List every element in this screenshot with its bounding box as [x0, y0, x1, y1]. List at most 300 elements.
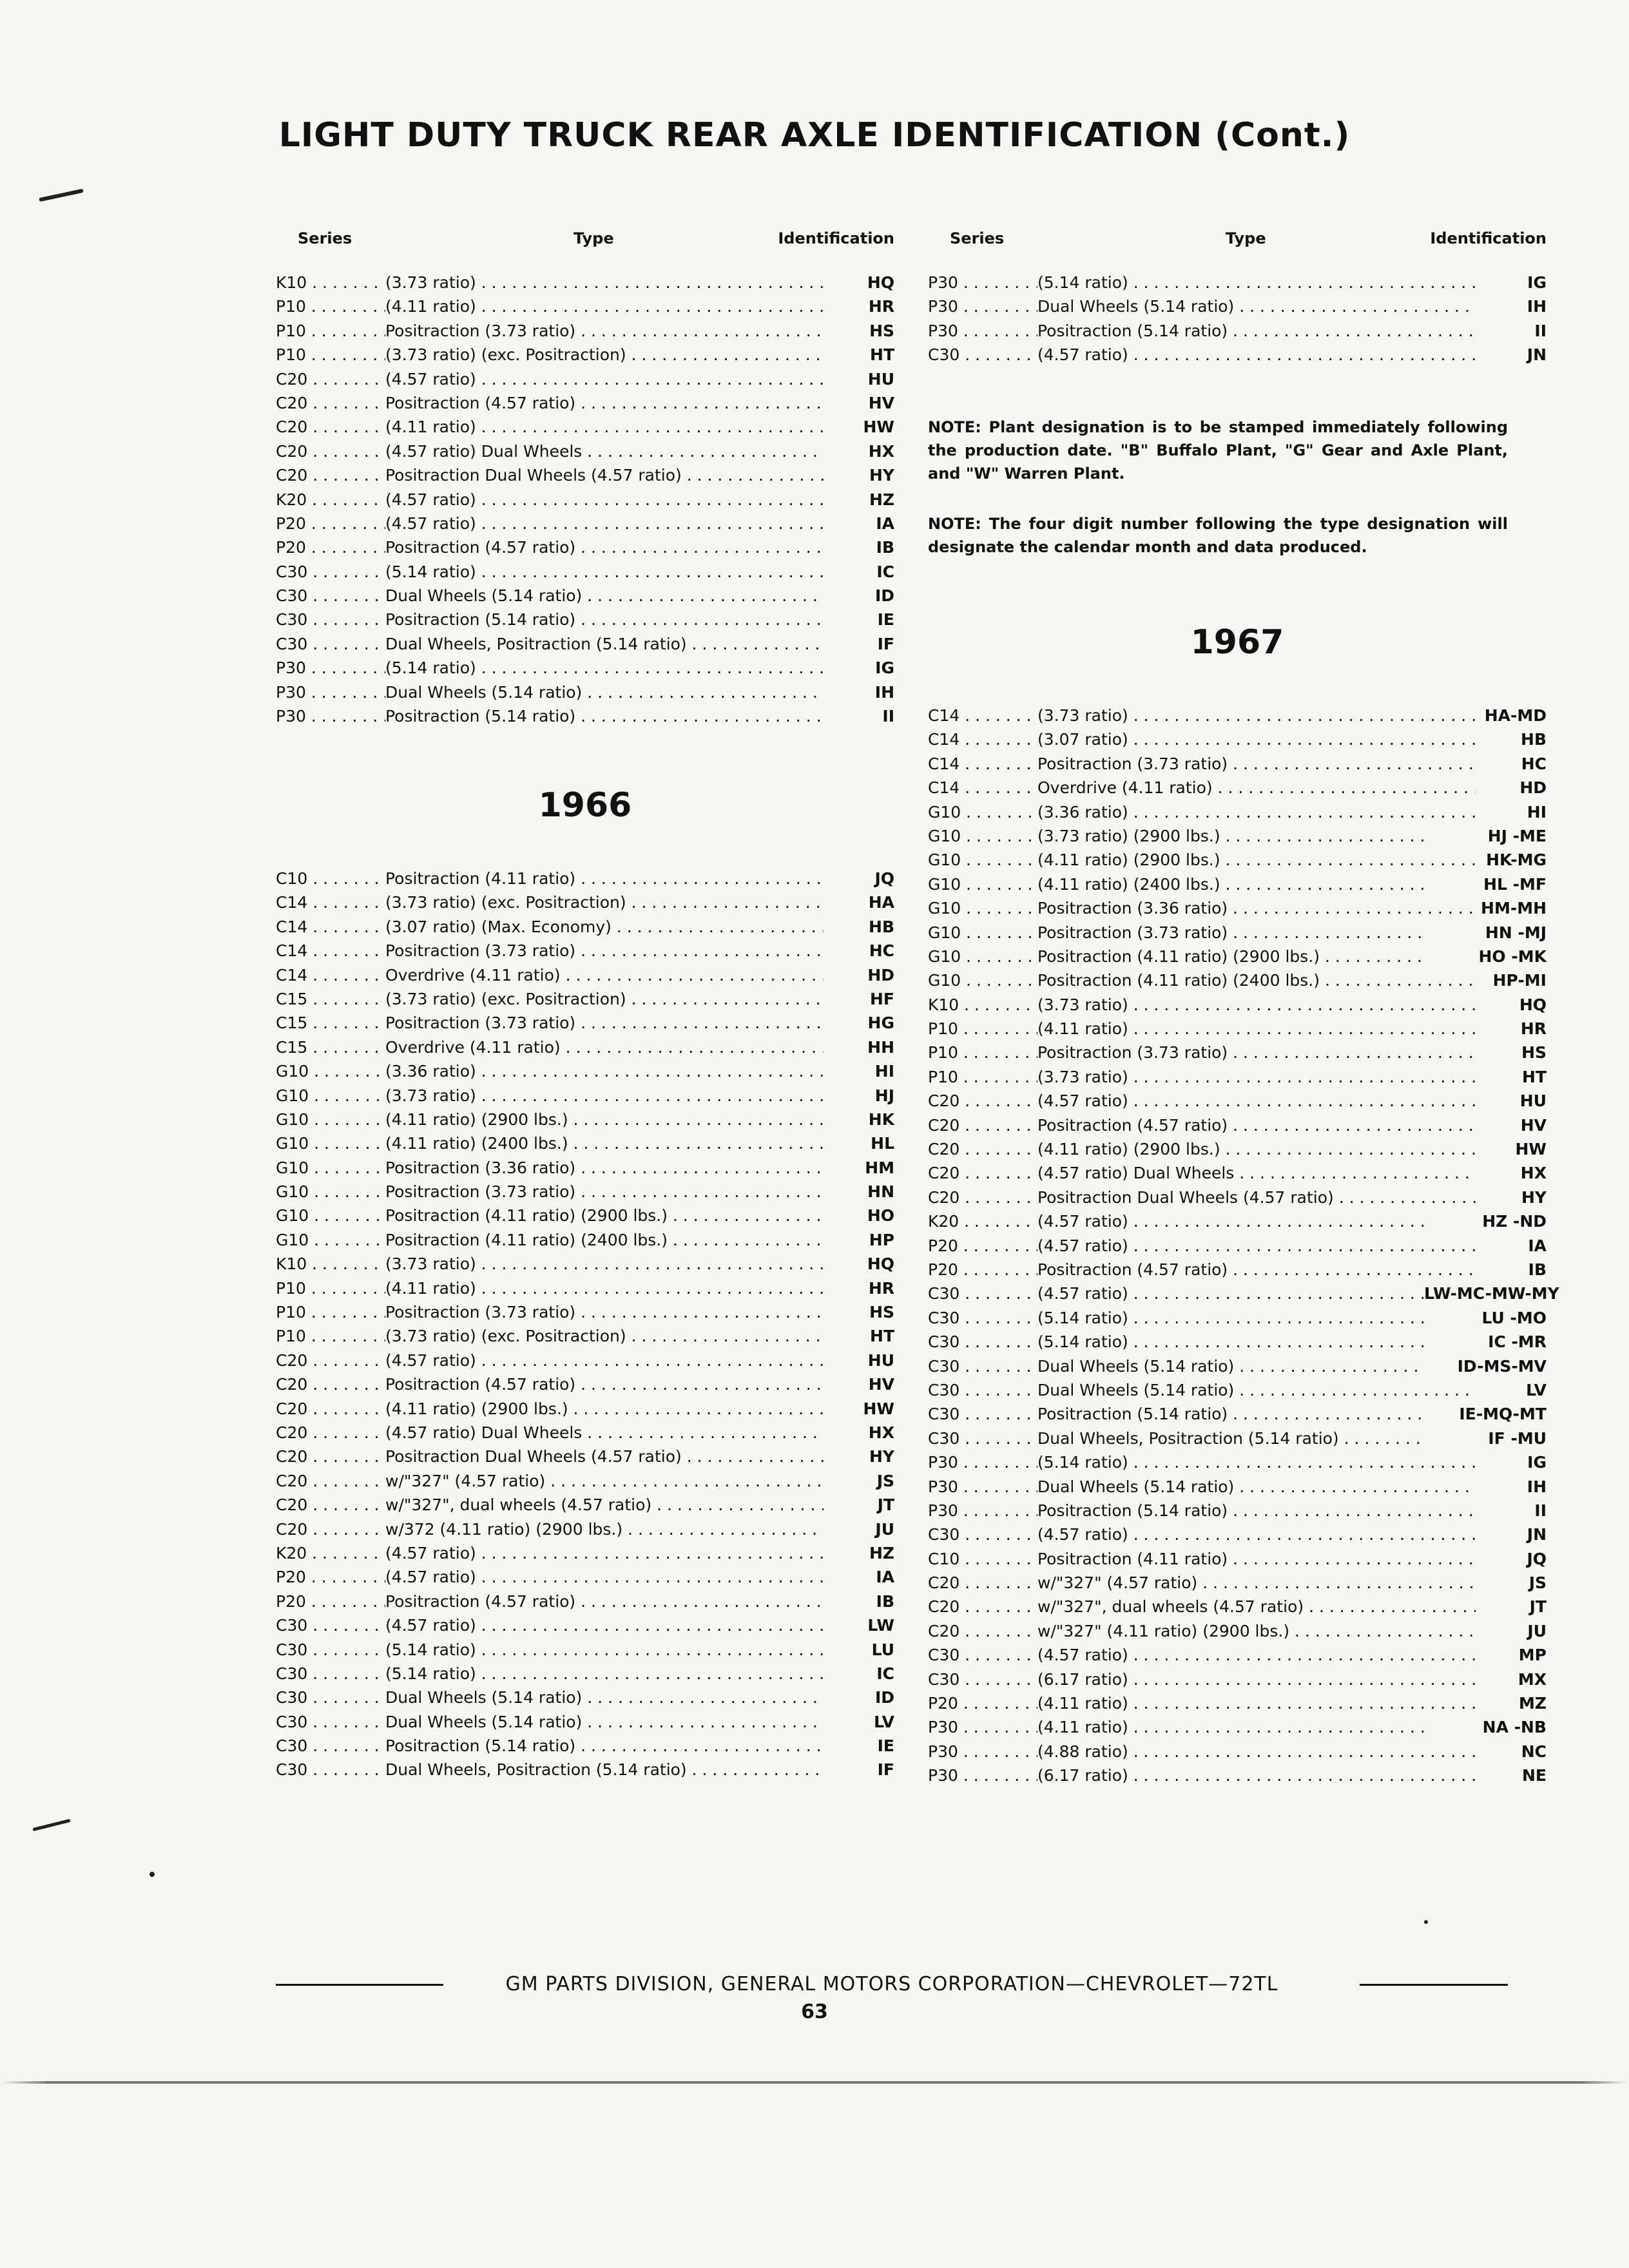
- type-cell: Positraction (3.73 ratio) . . .: [385, 1300, 824, 1324]
- type-cell: Positraction (4.57 ratio) . . .: [385, 391, 824, 415]
- type-cell: (3.73 ratio) (exc. Positraction) . . .: [385, 343, 824, 367]
- series-cell: C14 . . .: [928, 704, 1037, 727]
- table-row: [928, 1017, 1547, 1041]
- identification-cell: HU: [1476, 1089, 1547, 1113]
- table-row: [928, 343, 1547, 367]
- type-cell: (4.57 ratio) . . .: [1037, 1089, 1476, 1113]
- identification-cell: HQ: [824, 271, 894, 294]
- table-row: [276, 1204, 894, 1227]
- series-cell: C14 . . .: [276, 963, 385, 987]
- identification-cell: HT: [824, 1324, 894, 1348]
- type-cell: (5.14 ratio) . . .: [1037, 1450, 1476, 1474]
- table-row: [928, 1499, 1547, 1523]
- type-cell: Positraction (4.11 ratio) (2900 lbs.) . . .: [1037, 945, 1424, 968]
- table-row: [276, 1156, 894, 1180]
- identification-cell: HN -MJ: [1424, 921, 1547, 945]
- type-cell: (4.11 ratio) (2400 lbs.) . . .: [1037, 872, 1424, 896]
- identification-cell: JT: [1476, 1595, 1547, 1619]
- table-row: [928, 1378, 1547, 1402]
- header-identification: Identification: [1430, 229, 1547, 247]
- identification-cell: HZ -ND: [1424, 1209, 1547, 1233]
- series-cell: P10 . . .: [928, 1065, 1037, 1089]
- identification-cell: HV: [1476, 1113, 1547, 1137]
- identification-cell: LU: [824, 1638, 894, 1662]
- table-row: [276, 987, 894, 1011]
- identification-cell: IB: [824, 535, 894, 559]
- table-row: [928, 921, 1547, 945]
- table-row: [276, 1131, 894, 1155]
- type-cell: (4.57 ratio) . . .: [1037, 1523, 1476, 1546]
- identification-cell: HW: [824, 415, 894, 439]
- series-cell: G10 . . .: [276, 1131, 385, 1155]
- type-cell: Dual Wheels (5.14 ratio) . . .: [385, 584, 824, 608]
- type-cell: (4.57 ratio) . . .: [385, 512, 824, 535]
- series-cell: C30 . . .: [276, 1686, 385, 1709]
- identification-cell: HA-MD: [1476, 704, 1547, 727]
- series-cell: C30 . . .: [928, 1667, 1037, 1691]
- identification-cell: IC -MR: [1424, 1330, 1547, 1354]
- type-cell: (3.73 ratio) (exc. Positraction) . . .: [385, 1324, 824, 1348]
- series-cell: P30 . . .: [928, 1715, 1037, 1739]
- type-cell: Positraction (4.57 ratio) . . .: [1037, 1113, 1476, 1137]
- identification-cell: JU: [824, 1517, 894, 1541]
- identification-cell: HN: [824, 1180, 894, 1204]
- table-row: [276, 1662, 894, 1686]
- type-cell: Positraction (4.57 ratio) . . .: [385, 1372, 824, 1396]
- identification-cell: HV: [824, 391, 894, 415]
- type-cell: Positraction (3.73 ratio) . . .: [385, 1180, 824, 1204]
- type-cell: (3.73 ratio) . . .: [385, 1252, 824, 1276]
- series-cell: P10 . . .: [928, 1041, 1037, 1064]
- table-row: [928, 1715, 1547, 1739]
- type-cell: Overdrive (4.11 ratio) . . .: [385, 1035, 824, 1059]
- type-cell: (5.14 ratio) . . .: [1037, 271, 1476, 294]
- series-cell: P20 . . .: [276, 1590, 385, 1613]
- type-cell: (3.73 ratio) (2900 lbs.) . . .: [1037, 824, 1424, 848]
- table-row: [276, 512, 894, 535]
- table-row: [276, 488, 894, 512]
- table-1966: [276, 867, 894, 1782]
- table-row: [928, 1065, 1547, 1089]
- type-cell: (5.14 ratio) . . .: [385, 560, 824, 584]
- table-row: [928, 1234, 1547, 1258]
- identification-cell: LW: [824, 1613, 894, 1637]
- type-cell: (4.57 ratio) . . .: [1037, 343, 1476, 367]
- table-row: [276, 890, 894, 914]
- identification-cell: HY: [1476, 1186, 1547, 1209]
- identification-cell: HZ: [824, 488, 894, 512]
- table-row: [276, 271, 894, 294]
- type-cell: (5.14 ratio) . . .: [1037, 1306, 1424, 1330]
- identification-cell: HZ: [824, 1541, 894, 1565]
- type-cell: (3.73 ratio) . . .: [1037, 704, 1476, 727]
- identification-cell: HP: [824, 1228, 894, 1252]
- identification-cell: HC: [1476, 752, 1547, 776]
- type-cell: (4.57 ratio) Dual Wheels . . .: [385, 439, 824, 463]
- year-heading-1967: 1967: [1190, 623, 1284, 662]
- table-row: [276, 1084, 894, 1108]
- type-cell: Positraction (4.57 ratio) . . .: [385, 1590, 824, 1613]
- identification-cell: JQ: [1476, 1547, 1547, 1571]
- table-row: [928, 1523, 1547, 1546]
- identification-cell: HI: [824, 1059, 894, 1083]
- identification-cell: HP-MI: [1476, 968, 1547, 992]
- series-cell: C30 . . .: [276, 584, 385, 608]
- table-row: [928, 1595, 1547, 1619]
- series-cell: G10 . . .: [928, 800, 1037, 824]
- series-cell: C30 . . .: [276, 1638, 385, 1662]
- identification-cell: IF: [824, 632, 894, 656]
- type-cell: Positraction (4.57 ratio) . . .: [1037, 1258, 1476, 1282]
- table-row: [928, 824, 1547, 848]
- table-row: [276, 704, 894, 728]
- table-row: [928, 1089, 1547, 1113]
- identification-cell: LV: [824, 1710, 894, 1734]
- table-row: [276, 319, 894, 343]
- table-row: [928, 1354, 1547, 1378]
- table-row: [928, 1475, 1547, 1499]
- identification-cell: HY: [824, 463, 894, 487]
- series-cell: G10 . . .: [276, 1204, 385, 1227]
- type-cell: (4.11 ratio) . . .: [1037, 1715, 1424, 1739]
- table-row: [928, 1330, 1547, 1354]
- table-row: [928, 319, 1547, 343]
- table-row: [928, 993, 1547, 1017]
- series-cell: C30 . . .: [276, 1734, 385, 1758]
- series-cell: C20 . . .: [276, 1445, 385, 1468]
- identification-cell: IA: [1476, 1234, 1547, 1258]
- identification-cell: IE: [824, 1734, 894, 1758]
- series-cell: P30 . . .: [928, 1499, 1037, 1523]
- table-row: [276, 1180, 894, 1204]
- series-cell: P10 . . .: [276, 319, 385, 343]
- series-cell: C10 . . .: [928, 1547, 1037, 1571]
- type-cell: (4.11 ratio) . . .: [385, 415, 824, 439]
- table-row: [276, 1613, 894, 1637]
- table-row: [276, 1686, 894, 1709]
- table-row: [276, 915, 894, 939]
- series-cell: G10 . . .: [928, 848, 1037, 872]
- type-cell: (5.14 ratio) . . .: [385, 1662, 824, 1686]
- type-cell: w/"327", dual wheels (4.57 ratio) . . .: [1037, 1595, 1476, 1619]
- series-cell: C20 . . .: [928, 1089, 1037, 1113]
- identification-cell: II: [1476, 319, 1547, 343]
- table-row: [928, 1306, 1547, 1330]
- identification-cell: HA: [824, 890, 894, 914]
- table-row: [928, 1740, 1547, 1763]
- series-cell: C30 . . .: [276, 1710, 385, 1734]
- identification-cell: HI: [1476, 800, 1547, 824]
- table-row: [928, 752, 1547, 776]
- type-cell: (4.11 ratio) (2900 lbs.) . . .: [1037, 1137, 1476, 1161]
- series-cell: C15 . . .: [276, 987, 385, 1011]
- type-cell: (4.11 ratio) (2900 lbs.) . . .: [1037, 848, 1476, 872]
- table-row: [276, 343, 894, 367]
- identification-cell: IH: [824, 680, 894, 704]
- series-cell: P20 . . .: [276, 512, 385, 535]
- type-cell: w/"327" (4.57 ratio) . . .: [1037, 1571, 1476, 1595]
- table-row: [928, 1161, 1547, 1185]
- series-cell: C20 . . .: [928, 1595, 1037, 1619]
- identification-cell: HS: [1476, 1041, 1547, 1064]
- table-row: [276, 1397, 894, 1421]
- series-cell: C20 . . .: [276, 1469, 385, 1493]
- table-row: [276, 1252, 894, 1276]
- series-cell: P30 . . .: [928, 319, 1037, 343]
- type-cell: (4.57 ratio) . . .: [1037, 1234, 1476, 1258]
- series-cell: G10 . . .: [928, 896, 1037, 920]
- table-row: [928, 1113, 1547, 1137]
- header-identification: Identification: [778, 229, 894, 247]
- type-cell: (4.11 ratio) (2900 lbs.) . . .: [385, 1397, 824, 1421]
- series-cell: C14 . . .: [928, 727, 1037, 751]
- type-cell: Positraction (4.11 ratio) . . .: [1037, 1547, 1476, 1571]
- page-number: 63: [801, 2001, 828, 2023]
- table-row: [928, 1547, 1547, 1571]
- table-row: [276, 463, 894, 487]
- identification-cell: HW: [824, 1397, 894, 1421]
- identification-cell: HH: [824, 1035, 894, 1059]
- table-row: [276, 1541, 894, 1565]
- table-row: [276, 1734, 894, 1758]
- type-cell: (4.57 ratio) . . .: [385, 1541, 824, 1565]
- type-cell: Positraction (5.14 ratio) . . .: [1037, 319, 1476, 343]
- table-row: [276, 680, 894, 704]
- type-cell: Positraction (5.14 ratio) . . .: [1037, 1499, 1476, 1523]
- type-cell: Overdrive (4.11 ratio) . . .: [1037, 776, 1476, 800]
- header-series: Series: [950, 229, 1005, 247]
- identification-cell: IG: [1476, 271, 1547, 294]
- left-column-header: [276, 226, 894, 251]
- type-cell: (3.73 ratio) . . .: [385, 271, 824, 294]
- table-row: [276, 415, 894, 439]
- type-cell: (3.07 ratio) (Max. Economy) . . .: [385, 915, 824, 939]
- series-cell: P30 . . .: [276, 704, 385, 728]
- identification-cell: LU -MO: [1424, 1306, 1547, 1330]
- identification-cell: ID: [824, 584, 894, 608]
- type-cell: (4.11 ratio) (2400 lbs.) . . .: [385, 1131, 824, 1155]
- series-cell: C30 . . .: [928, 1427, 1037, 1450]
- series-cell: C20 . . .: [276, 415, 385, 439]
- table-row: [276, 1300, 894, 1324]
- series-cell: C20 . . .: [928, 1571, 1037, 1595]
- type-cell: Dual Wheels, Positraction (5.14 ratio) . . .: [385, 1758, 824, 1782]
- series-cell: P10 . . .: [276, 1300, 385, 1324]
- type-cell: (4.57 ratio) . . .: [385, 488, 824, 512]
- table-row: [276, 584, 894, 608]
- identification-cell: HT: [1476, 1065, 1547, 1089]
- table-row: [276, 1445, 894, 1468]
- table-row: [928, 800, 1547, 824]
- series-cell: C14 . . .: [276, 890, 385, 914]
- table-row: [276, 963, 894, 987]
- type-cell: (4.88 ratio) . . .: [1037, 1740, 1476, 1763]
- type-cell: Positraction (5.14 ratio) . . .: [385, 608, 824, 631]
- series-cell: C14 . . .: [928, 752, 1037, 776]
- table-row: [928, 776, 1547, 800]
- series-cell: P30 . . .: [276, 680, 385, 704]
- identification-cell: ID-MS-MV: [1424, 1354, 1547, 1378]
- left-continued-table: [276, 271, 894, 728]
- identification-cell: HF: [824, 987, 894, 1011]
- type-cell: (4.57 ratio) Dual Wheels . . .: [1037, 1161, 1476, 1185]
- table-row: [928, 704, 1547, 727]
- identification-cell: HU: [824, 1349, 894, 1372]
- type-cell: (3.73 ratio) . . .: [1037, 1065, 1476, 1089]
- table-row: [276, 1035, 894, 1059]
- series-cell: C20 . . .: [928, 1186, 1037, 1209]
- series-cell: G10 . . .: [276, 1228, 385, 1252]
- series-cell: P10 . . .: [276, 1324, 385, 1348]
- series-cell: C15 . . .: [276, 1011, 385, 1035]
- series-cell: K20 . . .: [928, 1209, 1037, 1233]
- table-row: [276, 367, 894, 391]
- table-row: [276, 1493, 894, 1517]
- table-1967: [928, 704, 1559, 1788]
- table-row: [928, 1427, 1547, 1450]
- identification-cell: HS: [824, 1300, 894, 1324]
- type-cell: Dual Wheels, Positraction (5.14 ratio) . . .: [1037, 1427, 1424, 1450]
- series-cell: P30 . . .: [928, 271, 1037, 294]
- series-cell: P30 . . .: [928, 294, 1037, 318]
- table-row: [928, 848, 1547, 872]
- series-cell: C30 . . .: [276, 1613, 385, 1637]
- type-cell: (4.11 ratio) . . .: [385, 1276, 824, 1300]
- type-cell: Positraction (3.73 ratio) . . .: [385, 319, 824, 343]
- identification-cell: JQ: [824, 867, 894, 890]
- series-cell: C30 . . .: [276, 632, 385, 656]
- identification-cell: JS: [1476, 1571, 1547, 1595]
- header-type: Type: [1226, 229, 1266, 247]
- table-row: [928, 1209, 1547, 1233]
- identification-cell: HS: [824, 319, 894, 343]
- type-cell: (3.73 ratio) (exc. Positraction) . . .: [385, 890, 824, 914]
- table-row: [276, 535, 894, 559]
- scan-speck: [39, 189, 84, 202]
- type-cell: Positraction (3.73 ratio) . . .: [1037, 921, 1424, 945]
- identification-cell: IH: [1476, 1475, 1547, 1499]
- type-cell: Positraction (3.73 ratio) . . .: [385, 939, 824, 963]
- identification-cell: HK-MG: [1476, 848, 1547, 872]
- identification-cell: IA: [824, 1565, 894, 1589]
- table-row: [928, 271, 1547, 294]
- series-cell: P10 . . .: [276, 294, 385, 318]
- footer-rule-left: [276, 1984, 443, 1986]
- type-cell: (3.36 ratio) . . .: [1037, 800, 1476, 824]
- type-cell: Positraction (3.73 ratio) . . .: [1037, 752, 1476, 776]
- type-cell: Dual Wheels (5.14 ratio) . . .: [1037, 1378, 1476, 1402]
- series-cell: C20 . . .: [928, 1137, 1037, 1161]
- scan-speck: [1424, 1920, 1428, 1924]
- bottom-scan-rule: [0, 2081, 1629, 2084]
- identification-cell: IB: [824, 1590, 894, 1613]
- identification-cell: HL -MF: [1424, 872, 1547, 896]
- type-cell: (4.11 ratio) . . .: [385, 294, 824, 318]
- table-row: [276, 294, 894, 318]
- table-row: [928, 1619, 1547, 1643]
- series-cell: K10 . . .: [276, 1252, 385, 1276]
- table-row: [276, 1108, 894, 1131]
- series-cell: C14 . . .: [276, 915, 385, 939]
- type-cell: (3.73 ratio) . . .: [1037, 993, 1476, 1017]
- year-heading-1966: 1966: [538, 786, 632, 825]
- identification-cell: HQ: [824, 1252, 894, 1276]
- series-cell: G10 . . .: [276, 1180, 385, 1204]
- type-cell: (4.57 ratio) . . .: [1037, 1209, 1424, 1233]
- type-cell: Dual Wheels (5.14 ratio) . . .: [1037, 1354, 1424, 1378]
- table-row: [276, 560, 894, 584]
- table-row: [276, 1517, 894, 1541]
- table-row: [276, 608, 894, 631]
- identification-cell: HG: [824, 1011, 894, 1035]
- series-cell: P20 . . .: [276, 1565, 385, 1589]
- table-row: [928, 1041, 1547, 1064]
- series-cell: C30 . . .: [276, 608, 385, 631]
- identification-cell: MP: [1476, 1643, 1547, 1667]
- series-cell: C20 . . .: [276, 439, 385, 463]
- identification-cell: HW: [1476, 1137, 1547, 1161]
- footer-rule-right: [1360, 1984, 1508, 1986]
- type-cell: (4.57 ratio) . . .: [385, 1349, 824, 1372]
- type-cell: (3.73 ratio) . . .: [385, 1084, 824, 1108]
- type-cell: Positraction (5.14 ratio) . . .: [385, 704, 824, 728]
- identification-cell: IA: [824, 512, 894, 535]
- type-cell: Overdrive (4.11 ratio) . . .: [385, 963, 824, 987]
- type-cell: Positraction (3.73 ratio) . . .: [385, 1011, 824, 1035]
- table-row: [276, 939, 894, 963]
- identification-cell: HK: [824, 1108, 894, 1131]
- type-cell: w/372 (4.11 ratio) (2900 lbs.) . . .: [385, 1517, 824, 1541]
- table-row: [928, 1450, 1547, 1474]
- type-cell: Dual Wheels (5.14 ratio) . . .: [385, 1710, 824, 1734]
- table-row: [276, 1565, 894, 1589]
- series-cell: G10 . . .: [276, 1084, 385, 1108]
- series-cell: C10 . . .: [276, 867, 385, 890]
- series-cell: C30 . . .: [276, 1758, 385, 1782]
- identification-cell: II: [824, 704, 894, 728]
- series-cell: C30 . . .: [928, 1378, 1037, 1402]
- identification-cell: HO: [824, 1204, 894, 1227]
- identification-cell: JN: [1476, 1523, 1547, 1546]
- series-cell: K20 . . .: [276, 1541, 385, 1565]
- identification-cell: HC: [824, 939, 894, 963]
- table-row: [276, 1349, 894, 1372]
- type-cell: Positraction (4.57 ratio) . . .: [385, 535, 824, 559]
- type-cell: w/"327", dual wheels (4.57 ratio) . . .: [385, 1493, 824, 1517]
- table-row: [928, 1643, 1547, 1667]
- type-cell: (3.73 ratio) (exc. Positraction) . . .: [385, 987, 824, 1011]
- right-column-header: [928, 226, 1547, 251]
- identification-cell: NE: [1476, 1763, 1547, 1787]
- identification-cell: IF -MU: [1424, 1427, 1547, 1450]
- series-cell: G10 . . .: [928, 824, 1037, 848]
- type-cell: Dual Wheels (5.14 ratio) . . .: [1037, 294, 1476, 318]
- identification-cell: HB: [1476, 727, 1547, 751]
- type-cell: Positraction Dual Wheels (4.57 ratio) . . .: [385, 463, 824, 487]
- identification-cell: HR: [1476, 1017, 1547, 1041]
- series-cell: P30 . . .: [928, 1763, 1037, 1787]
- identification-cell: MX: [1476, 1667, 1547, 1691]
- type-cell: (3.07 ratio) . . .: [1037, 727, 1476, 751]
- identification-cell: HD: [1476, 776, 1547, 800]
- type-cell: (3.36 ratio) . . .: [385, 1059, 824, 1083]
- identification-cell: HO -MK: [1424, 945, 1547, 968]
- table-row: [276, 1590, 894, 1613]
- table-row: [276, 1059, 894, 1083]
- table-row: [276, 1228, 894, 1252]
- identification-cell: IC: [824, 560, 894, 584]
- series-cell: G10 . . .: [928, 968, 1037, 992]
